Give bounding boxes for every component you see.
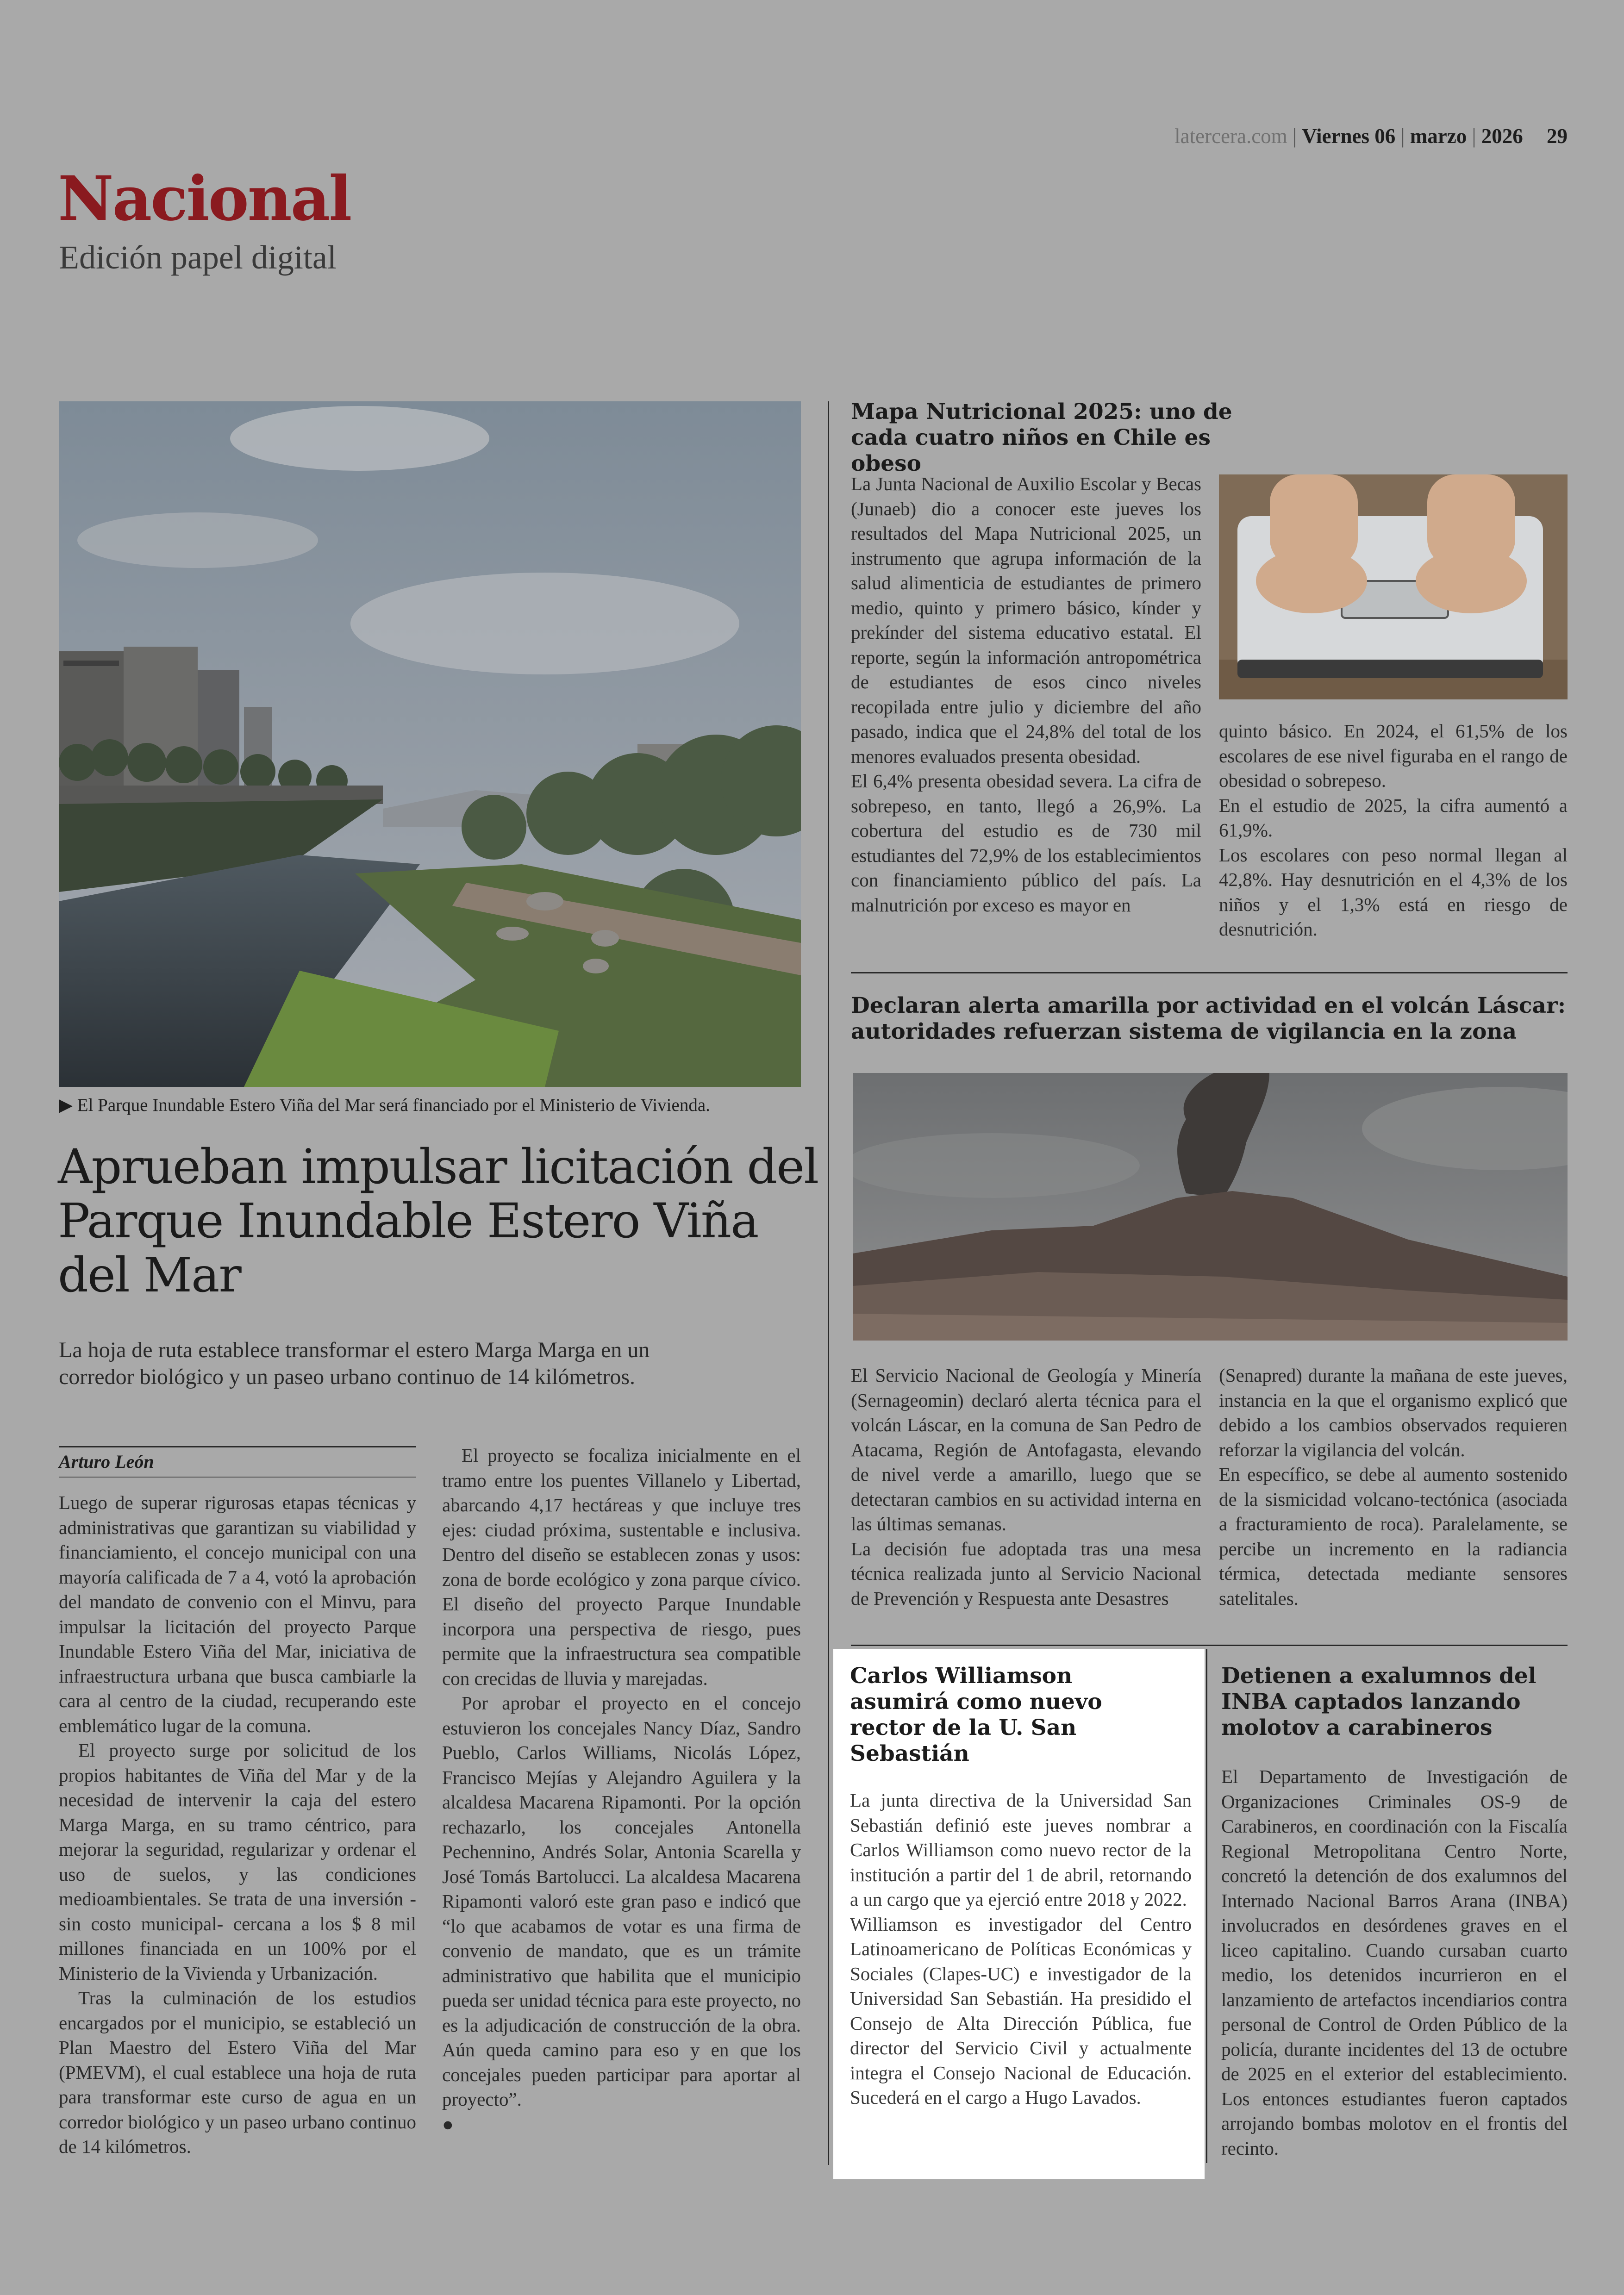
main-col1-p1: Luego de superar rigurosas etapas técnicas y administrativas que garantizan su viabilidad y financiamiento, el concejo municipal con una mayoría calificada de 7 a 4, votó la aprobación del mandato de convenio con el Minvu, para impulsar la licitación del proyecto Parque Inundable Estero Viña del Mar, iniciativa de infraestructura urbana que busca cambiarle la cara al centro de la ciudad, recuperando este emblemático lugar de la comuna.	[59, 1492, 416, 1736]
section-subtitle: Edición papel digital	[59, 239, 337, 276]
main-col1-p3: Tras la culminación de los estudios encargados por el municipio, se estableció un Plan Maestro del Estero Viña del Mar (PMEVM), el cual establece una hoja de ruta para transformar este curso de agua en un corredor biológico y un paseo urbano continuo de 14 kilómetros.	[59, 1987, 416, 2157]
main-col2-p1: El proyecto se focaliza inicialmente en el tramo entre los puentes Villanelo y Libertad, abarcando 4,17 hectáreas y que incluye tres ejes: ciudad próxima, sustentable e inclusiva. Dentro del diseño se establecen zonas y usos: zona de borde ecológico y zona parque cívico. El diseño del proyecto Parque Inundable incorpora una perspectiva de riesgo, pues permite que la infraestructura sea compatible con crecidas de lluvia y marejadas.	[442, 1445, 801, 1689]
nutrition-col1-p2: El 6,4% presenta obesidad severa. La cifra de sobrepeso, en tanto, llegó a 26,9%. La cobertura del estudio es de 730 mil estudiantes del 72,9% de los establecimientos con financiamiento público del país. La malnutrición por exceso es mayor en	[851, 770, 1201, 916]
nutrition-col2-p2: En el estudio de 2025, la cifra aumentó a 61,9%.	[1219, 794, 1568, 841]
volcano-photo	[853, 1073, 1568, 1341]
volcano-col2-p1: (Senapred) durante la mañana de este jueves, instancia en la que el organismo explicó que debido a los cambios observados requieren reforzar la vigilancia del volcán.	[1219, 1365, 1568, 1460]
volcano-col-1	[851, 1363, 1201, 1611]
page-number: 29	[1547, 125, 1568, 148]
williamson-p1: La junta directiva de la Universidad San Sebastián definió este jueves nombrar a Carlos Williamson como nuevo rector de la institución a partir del 1 de abril, retornando a un cargo que ya ejerció entre 2018 y 2022.	[850, 1790, 1192, 1910]
volcano-col1-p1: El Servicio Nacional de Geología y Minería (Sernageomin) declaró alerta técnica para el volcán Láscar, en la comuna de San Pedro de Atacama, Región de Antofagasta, elevando de nivel verde a amarillo, luego que se detectaran cambios en su actividad interna en las últimas semanas.	[851, 1365, 1201, 1534]
masthead: latercera.com | Viernes 06 | marzo | 2026 29	[1174, 125, 1568, 148]
volcano-col2-p2: En específico, se debe al aumento sostenido de la sismicidad volcano-tectónica (asociada a fracturamiento de roca). Paralelamente, se percibe un incremento en la radiancia térmica, detectada mediante sensores satelitales.	[1219, 1464, 1568, 1609]
section-title: Nacional	[58, 163, 351, 235]
nutrition-col-1	[851, 472, 1201, 917]
date-year: 2026	[1481, 125, 1523, 148]
nutrition-col2-p3: Los escolares con peso normal llegan al 42,8%. Hay desnutrición en el 4,3% de los niños y el 1,3% está en riesgo de desnutrición.	[1219, 844, 1568, 940]
nutrition-col1-p1: La Junta Nacional de Auxilio Escolar y Becas (Junaeb) dio a conocer este jueves los resultados del Mapa Nutricional 2025, un instrumento que agrupa información de la salud alimenticia de estudiantes de primero medio, quinto y primero básico, kínder y prekínder del sistema educativo estatal. El reporte, según la información antropométrica de estudiantes de esos cinco niveles recopilada entre julio y diciembre del año pasado, indica que el 24,8% del total de los menores evaluados presenta obesidad.	[851, 473, 1201, 767]
main-col1-p2: El proyecto surge por solicitud de los propios habitantes de Viña del Mar y de la necesidad de intervenir la caja del estero Marga Marga, en su tramo céntrico, para mejorar la seguridad, regularizar y ordenar el uso de suelos, y las condiciones medioambientales. Se trata de una inversión -sin costo municipal- cercana a los $ 8 mil millones financiada en un 100% por el Ministerio de la Vivienda y Urbanización.	[59, 1740, 416, 1984]
column-divider	[828, 401, 829, 2165]
main-col2-p2: Por aprobar el proyecto en el concejo estuvieron los concejales Nancy Díaz, Sandro Pueblo, Carlos Williams, Nicolás López, Francisco Mejías y Alejandro Aguilera y la alcaldesa Macarena Ripamonti. Por la opción rechazarlo, los concejales Antonella Pechennino, Andrés Solar, Antonia Scarella y José Tomás Bartolucci. La alcaldesa Macarena Ripamonti valoró este gran paso e indicó que “lo que acabamos de votar es una firma de convenio de mandato, que es un trámite administrativo que habilita que el municipio pueda ser unidad técnica para este proyecto, no es la adjudicación de construcción de la obra. Aún queda camino para eso y en que los concejales pueden participar para aportar al proyecto”.	[442, 1692, 801, 2110]
date-day: Viernes 06	[1302, 125, 1396, 148]
inba-p1: El Departamento de Investigación de Organizaciones Criminales OS-9 de Carabineros, en coordinación con la Fiscalía Regional Metropolitana Centro Norte, concretó la detención de dos exalumnos del Internado Nacional Barros Arana (INBA) involucrados en desórdenes graves en el liceo capitalino. Cuando cursaban cuarto medio, los detenidos incurrieron en el lanzamiento de artefactos incendiarios contra personal de Control de Orden Público de la policía, durante incidentes del 13 de octubre de 2025 en el exterior del establecimiento. Los entonces estudiantes fueron captados arrojando bombas molotov en el frontis del recinto.	[1221, 1766, 1568, 2159]
volcano-col-2	[1219, 1363, 1568, 1611]
park-photo	[59, 401, 801, 1087]
williamson-headline: Carlos Williamson asumirá como nuevo rector de la U. San Sebastián	[850, 1663, 1102, 1766]
nutrition-headline: Mapa Nutricional 2025: uno de cada cuatro niños en Chile es obeso	[851, 399, 1232, 476]
caption-text: El Parque Inundable Estero Viña del Mar será financiado por el Ministerio de Vivienda.	[77, 1095, 710, 1115]
main-deck: La hoja de ruta establece transformar el estero Marga Marga en un corredor biológico y un paseo urbano continuo de 14 kilómetros.	[59, 1338, 650, 1389]
caption-arrow-icon: ▶	[59, 1095, 73, 1115]
byline-rule	[59, 1446, 416, 1447]
story-separator-1	[851, 972, 1568, 973]
photo-caption	[59, 1095, 804, 1116]
volcano-col1-p2: La decisión fue adoptada tras una mesa técnica realizada junto al Servicio Nacional de Prevención y Respuesta ante Desastres	[851, 1538, 1201, 1609]
nutrition-col-2	[1219, 719, 1568, 942]
inba-headline: Detienen a exalumnos del INBA captados lanzando molotov a carabineros	[1221, 1663, 1537, 1740]
volcano-headline: Declaran alerta amarilla por actividad en el volcán Láscar: autoridades refuerzan sistema de vigilancia en la zona	[851, 993, 1566, 1044]
byline-rule-bottom	[59, 1477, 416, 1478]
end-mark-icon: ●	[442, 2113, 454, 2135]
bottom-divider	[1206, 1649, 1207, 2163]
nutrition-col2-p1: quinto básico. En 2024, el 61,5% de los escolares de ese nivel figuraba en el rango de obesidad o sobrepeso.	[1219, 720, 1568, 791]
byline: Arturo León	[59, 1451, 154, 1472]
main-col-1	[59, 1491, 416, 2159]
main-col-2	[442, 1443, 801, 2137]
inba-body	[1221, 1765, 1568, 2161]
scale-photo	[1219, 474, 1568, 699]
date-month: marzo	[1410, 125, 1467, 148]
main-headline: Aprueban impulsar licitación del Parque Inundable Estero Viña del Mar	[58, 1139, 818, 1303]
williamson-body	[850, 1788, 1192, 2110]
site-name[interactable]: latercera.com	[1174, 125, 1287, 148]
williamson-p2: Williamson es investigador del Centro Latinoamericano de Políticas Económicas y Sociales (Clapes-UC) e investigador de la Universidad San Sebastián. Ha presidido el Consejo de Alta Dirección Pública, fue director del Servicio Civil y actualmente integra el Consejo Nacional de Educación. Sucederá en el cargo a Hugo Lavados.	[850, 1913, 1192, 2108]
story-separator-2	[851, 1645, 1568, 1646]
